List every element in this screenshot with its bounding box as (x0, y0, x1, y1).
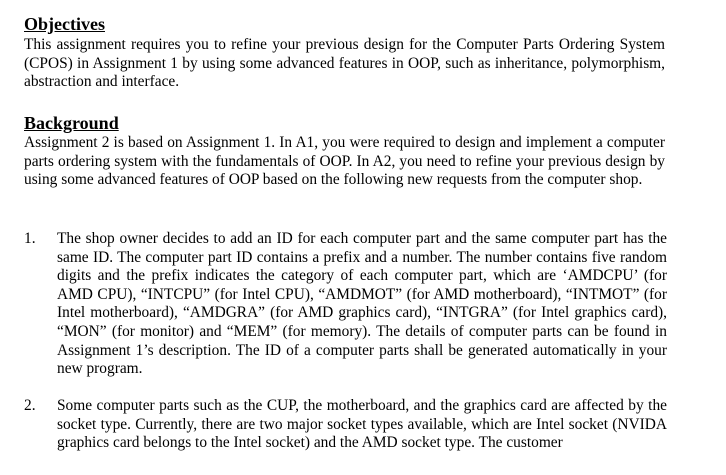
request-text: The shop owner decides to add an ID for each computer part and the same computer part has the same ID. The computer part ID contains a prefix and a number. The number contains five random digits and the prefix indicates the category of each computer part, which are ‘AMDCPU’ (for AMD CPU), “INTCPU” (for Intel CPU), “AMDMOT” (for AMD motherboard), “INTMOT” (for Intel motherboard), “AMDGRA” (for AMD graphics card), “INTGRA” (for Intel graphics card), “MON” (for monitor) and “MEM” (for memory). The details of computer parts can be found in Assignment 1’s description. The ID of a computer parts shall be generated automatically in your new program. (57, 230, 667, 378)
request-text: Some computer parts such as the CUP, the motherboard, and the graphics card are affected by the socket type. Currently, there are two major socket types available, which are Intel socket (NVIDA graphics card belongs to the Intel socket) and the AMD socket type. The customer (57, 397, 667, 452)
background-heading: Background (24, 113, 119, 133)
request-item-1 (24, 230, 667, 379)
request-number: 1. (24, 230, 36, 247)
request-item-2 (24, 397, 667, 453)
objectives-paragraph: This assignment requires you to refine your previous design for the Computer Parts Ordering System (CPOS) in Assignment 1 by using some advanced features in OOP, such as inheritance, polymorphism, abstraction and interface. (24, 36, 665, 91)
request-number: 2. (24, 397, 36, 414)
background-paragraph: Assignment 2 is based on Assignment 1. In A1, you were required to design and implement a computer parts ordering system with the fundamentals of OOP. In A2, you need to refine your previous design by using some advanced features of OOP based on the following new requests from the computer shop. (24, 134, 665, 189)
objectives-heading: Objectives (24, 14, 105, 34)
